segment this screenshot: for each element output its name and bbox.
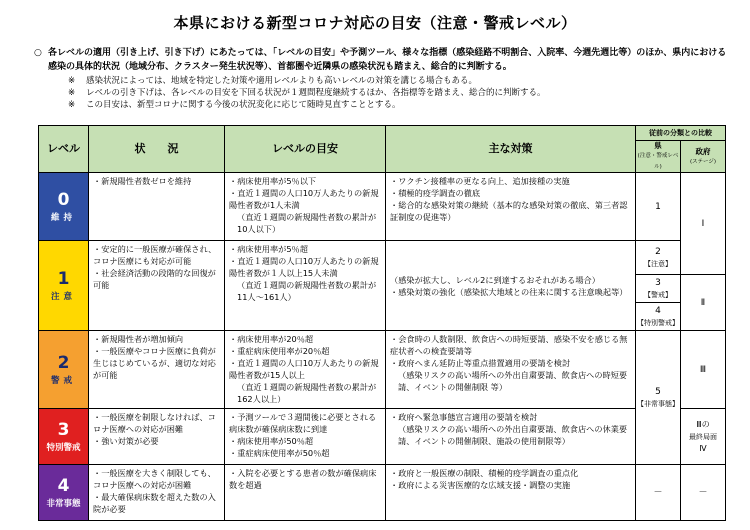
header-gov-label: 政府 [695,146,711,156]
level-name: 警戒 [50,376,76,386]
guide-line: ・病床使用率が5％超 [229,244,308,254]
level-2-cell [39,331,89,409]
situation-line: ・一般医療を大きく制限しても、コロナ医療への対応が困難 [93,468,216,490]
measure-line: （感染リスクの高い場所への外出自粛要請、飲食店への時短要請、イベントの開催制限 等） [398,370,628,392]
header-pref-label: 県 [654,141,662,150]
level-1-situation [89,241,225,331]
pref-level-4 [636,303,681,331]
pref-value: 1 [655,201,661,212]
pref-level-none [636,465,681,521]
situation-line: ・安定的に一般医療が確保され、コロナ医療にも対応が可能 [93,244,217,266]
guide-line: ・予測ツールで３週間後に必要とされる病床数が確保病床数に到達 [229,412,377,434]
measures-4 [386,465,636,521]
guide-line: ・直近１週間の人口10万人あたりの新規陽性者数が１人以上15人未満 [229,256,379,278]
pref-level-5 [636,331,681,465]
pref-value: 3 [655,277,661,288]
measure-line: ・政府へ緊急事態宣言適用の要請を検討 [390,412,538,422]
situation-line: ・最大確保病床数を超えた数の入院が必要 [93,492,216,514]
pref-value: 4 [655,305,661,316]
pref-value: 2 [655,246,661,257]
level-3-situation [89,409,225,465]
gov-sub: 最終局面 [689,432,717,441]
pref-value: 5 [655,386,661,397]
level-0-situation [89,173,225,241]
measures-3 [386,409,636,465]
pref-value: － [653,487,663,498]
gov-value: － [698,487,708,498]
situation-line: ・新規陽性者数ゼロを維持 [93,176,192,186]
level-2-situation [89,331,225,409]
level-name: 非常事態 [46,499,81,509]
header-compare: 従前の分類との比較 [636,126,726,141]
header-guide: レベルの目安 [225,126,386,173]
pref-sub: 【注意】 [644,259,672,268]
level-name: 維持 [50,213,76,223]
measure-line: ・積極的疫学調査の徹底 [390,188,481,198]
situation-line: ・新規陽性者が増加傾向 [93,334,184,344]
level-number: 1 [57,269,70,289]
note-item [68,99,728,111]
guide-line: ・入院を必要とする患者の数が確保病床数を超過 [229,468,377,490]
measure-line: ・総合的な感染対策の継続（基本的な感染対策の徹底、第三者認証制度の促進等） [390,200,628,222]
note-mark: ※ [68,76,76,86]
level-table [38,125,726,521]
pref-level-1 [636,173,681,241]
gov-stage-3-final [681,409,726,465]
situation-line: ・強い対策が必要 [93,436,159,446]
situation-line: ・一般医療を制限しなければ、コロナ医療への対応が困難 [93,412,216,434]
guide-line: ・直近１週間の人口10万人あたりの新規陽性者数が15人以上 [229,358,379,380]
level-name: 特別警戒 [46,443,81,453]
level-4-guide [225,465,386,521]
header-gov-sub: (ステージ) [689,158,717,165]
header-pref [636,141,681,173]
gov-stage-2 [681,275,726,331]
header-situation: 状 況 [89,126,225,173]
level-4-cell [39,465,89,521]
level-1-cell [39,241,89,331]
header-level: レベル [39,126,89,173]
gov-stage-3 [681,331,726,409]
pref-sub: 【警戒】 [644,290,672,299]
note-item [68,87,728,99]
measure-line: ・政府と一般医療の制限、積極的疫学調査の重点化 [390,468,579,478]
note-item [68,75,728,87]
gov-value: Ⅲ [699,364,707,375]
level-number: 4 [57,476,70,496]
situation-line: ・一般医療やコロナ医療に負荷が生じはじめているが、適切な対応が可能 [93,346,216,380]
pref-level-3 [636,275,681,303]
measure-line: ・会食時の人数制限、飲食店への時短要請、感染不安を感じる無症状者への検査要請等 [390,334,628,356]
guide-line: ・病床使用率が20％超 [229,334,314,344]
pref-sub: 【特別警戒】 [637,318,679,327]
guide-line: ・病床使用率が5％以下 [229,176,317,186]
measure-line: ・政府へまん延防止等重点措置適用の要請を検討 [390,358,571,368]
gov-stage-none [681,465,726,521]
level-0-guide [225,173,386,241]
level-number: 2 [57,353,70,373]
note-mark: ※ [68,100,76,110]
guide-line: ・病床使用率が50％超 [229,436,314,446]
gov-stage-1 [681,173,726,275]
guide-line: （直近１週間の新規陽性者数の累計が162人以上） [237,382,377,404]
guide-line: ・重症病床使用率が20％超 [229,346,330,356]
level-4-situation [89,465,225,521]
level-name: 注意 [50,292,76,302]
level-3-cell [39,409,89,465]
measure-line: （感染リスクの高い場所への外出自粛要請、飲食店への休業要請、イベントの開催制限、施設の使用制限等） [398,424,628,446]
intro-bullet: ○ [34,48,42,58]
measure-line: ・感染対策の強化（感染拡大地域との往来に関する注意喚起等） [390,286,628,297]
measures-2 [386,331,636,409]
measure-line: （感染が拡大し、レベル2に到達するおそれがある場合） [390,274,600,285]
gov-value: Ⅰ [701,218,705,229]
gov-value: Ⅲの [696,419,710,429]
note-text: 感染状況によっては、地域を特定した対策や適用レベルよりも高いレベルの対策を講じる場合もある。 [86,76,478,86]
gov-value: Ⅱ [700,297,706,308]
level-number: 0 [57,190,70,210]
measures-1 [386,241,636,331]
guide-line: ・直近１週間の人口10万人あたりの新規陽性者数が1人未満 [229,188,379,210]
pref-level-2 [636,241,681,275]
gov-value-4: Ⅳ [699,443,707,453]
header-gov [681,141,726,173]
header-measures: 主な対策 [386,126,636,173]
intro-section [34,46,728,111]
header-pref-sub: (注意・警戒レベル) [637,153,679,170]
note-text: レベルの引き下げは、各レベルの目安を下回る状況が１週間程度継続するほか、各指標等を踏まえ、総合的に判断する。 [86,88,546,98]
level-number: 3 [57,420,70,440]
guide-line: （直近１週間の新規陽性者数の累計が10人以下） [237,212,377,234]
page-title: 本県における新型コロナ対応の目安（注意・警戒レベル） [173,14,577,32]
intro-notes [48,75,728,111]
measure-line: ・政府による災害医療的な広域支援・調整の実施 [390,480,571,490]
pref-sub: 【非常事態】 [637,399,679,408]
note-mark: ※ [68,88,76,98]
level-3-guide [225,409,386,465]
note-text: この目安は、新型コロナに関する今後の状況変化に応じて随時見直すこととする。 [86,100,401,110]
guide-line: （直近１週間の新規陽性者数の累計が11人～161人） [237,280,377,302]
intro-main-text: 各レベルの適用（引き上げ、引き下げ）にあたっては、「レベルの目安」や予測ツール、様々な指標（感染経路不明割合、入院率、今週先週比等）のほか、県内における感染の具体的状況（地域分布、クラスター発生状況等）、首都圏や近隣県の感染状況も踏まえ、総合的に判断する。 [48,48,727,72]
measures-0 [386,173,636,241]
situation-line: ・社会経済活動の段階的な回復が可能 [93,268,216,290]
level-2-guide [225,331,386,409]
measure-line: ・ワクチン接種率の更なる向上、追加接種の実施 [390,176,570,186]
guide-line: ・重症病床使用率が50％超 [229,448,330,458]
level-0-cell [39,173,89,241]
level-1-guide [225,241,386,331]
